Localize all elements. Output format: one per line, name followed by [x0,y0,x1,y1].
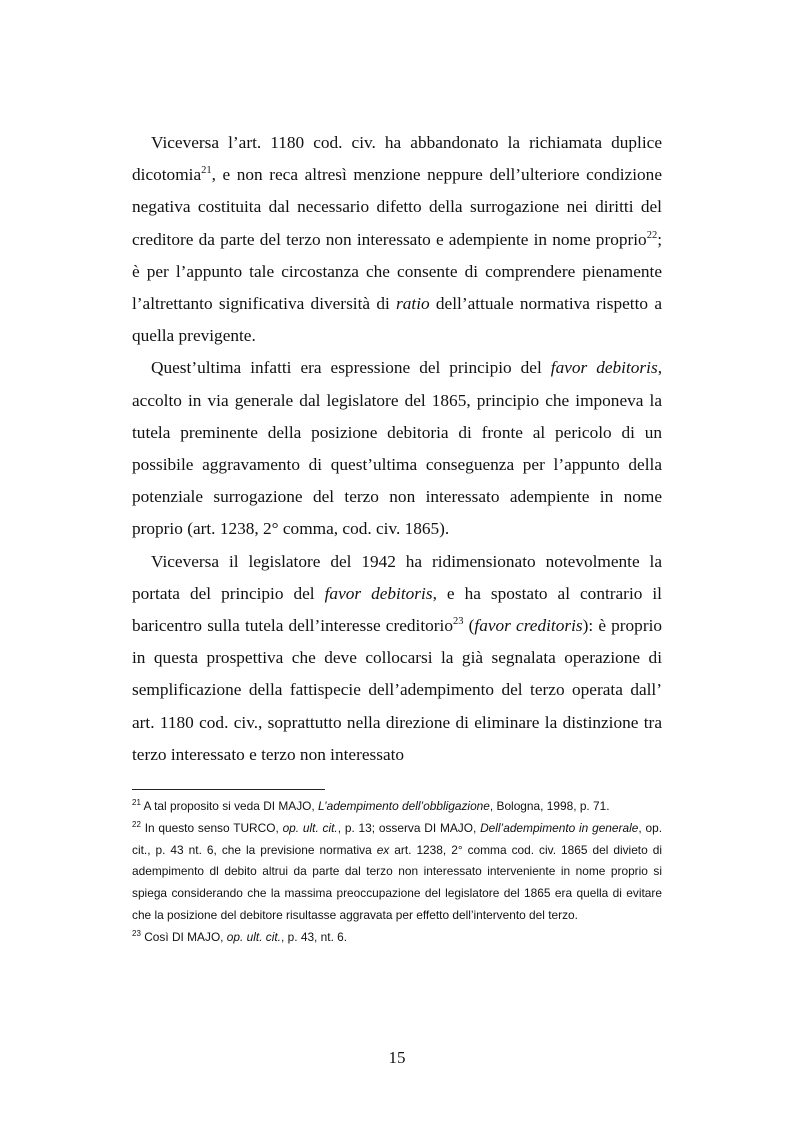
footnote-italic: ex [376,842,390,857]
footnote-italic: op. ult. cit. [282,820,338,835]
footnote-text: , p. 43, nt. 6. [281,929,348,944]
paragraph-text: ): è proprio in questa prospettiva che deve collocarsi la già segnalata operazione di semplificazione della fattispecie dell’adempimento del terzo operata dall’ art. 1180 cod. civ., soprattutto nella direzione di eliminare la distinzione tra terzo interessato e terzo non interessato [132,616,663,764]
paragraph-text: , accolto in via generale dal legislatore del 1865, principio che imponeva la tutela preminente della posizione debitoria di fronte al pericolo di un possibile aggravamento di quest’ultima conseguenza per l’appunto della potenziale surrogazione del terzo non interessato adempiente in nome proprio (art. 1238, 2° comma, cod. civ. 1865). [132,358,663,539]
footnote-ref-23[interactable]: 23 [452,616,464,628]
paragraph-text: Viceversa l’art. 1180 cod. civ. ha abbandonato la richiamata duplice dicotomia [132,133,662,185]
footnote-text: , p. 13; osserva DI MAJO, [337,820,481,835]
page-number: 15 [388,1048,406,1067]
paragraph-2 [132,352,662,545]
italic-term: favor debitoris [324,583,433,603]
footnote-italic: Dell’adempimento in generale [480,820,639,835]
footnote-text: In questo senso TURCO, [140,820,283,835]
paragraph-text: ; è per l’appunto tale circostanza che consente di comprendere pienamente l’altrettanto significativa diversità di [132,229,662,314]
footnote-number: 23 [132,928,141,938]
paragraph-text: , e ha spostato al contrario il baricentro sulla tutela dell’interesse creditorio [132,583,662,636]
footnote-22 [132,818,662,927]
footnote-separator [132,789,325,790]
footnote-italic: L’adempimento dell’obbligazione [318,799,490,813]
footnote-text: , Bologna, 1998, p. 71. [489,799,610,813]
paragraph-text: , e non reca altresì menzione neppure dell’ulteriore condizione negativa costituita dal necessario difetto della surrogazione nei diritti del creditore da parte del terzo non interessato e adempiente in nome proprio [132,165,662,249]
footnote-ref-21[interactable]: 21 [201,165,212,177]
footnote-italic: op. ult. cit. [226,929,281,944]
paragraph-text: Quest’ultima infatti era espressione del principio del [151,358,551,378]
footnote-21 [132,796,662,818]
paragraph-text: ( [463,616,475,636]
footnote-text: Così DI MAJO, [140,929,227,944]
footnote-23 [132,927,662,949]
italic-term: ratio [396,294,430,314]
footnote-text: A tal proposito si veda DI MAJO, [140,799,319,813]
body-text [132,127,662,771]
footnote-ref-22[interactable]: 22 [646,229,658,241]
paragraph-text: Viceversa il legislatore del 1942 ha ridimensionato notevolmente la portata del principio del [132,551,662,603]
paragraph-1 [132,127,662,352]
footnote-number: 22 [132,819,141,829]
paragraph-text: dell’attuale normativa rispetto a quella previgente. [132,294,662,346]
footnote-number: 21 [132,798,141,807]
paragraph-3 [132,546,662,771]
italic-term: favor creditoris [474,616,583,636]
footnote-text: art. 1238, 2° comma cod. civ. 1865 del divieto di adempimento dl debito altrui da parte dal terzo non interessato interveniente in nome proprio si spiega considerando che la massima preoccupazione del legislatore del 1865 era quella di evitare che la posizione del debitore risultasse aggravata per effetto dell’intervento del terzo. [132,842,662,922]
footnotes [132,796,662,949]
italic-term: favor debitoris [550,358,658,378]
footnote-text: , op. cit., p. 43 nt. 6, che la previsione normativa [132,820,662,857]
